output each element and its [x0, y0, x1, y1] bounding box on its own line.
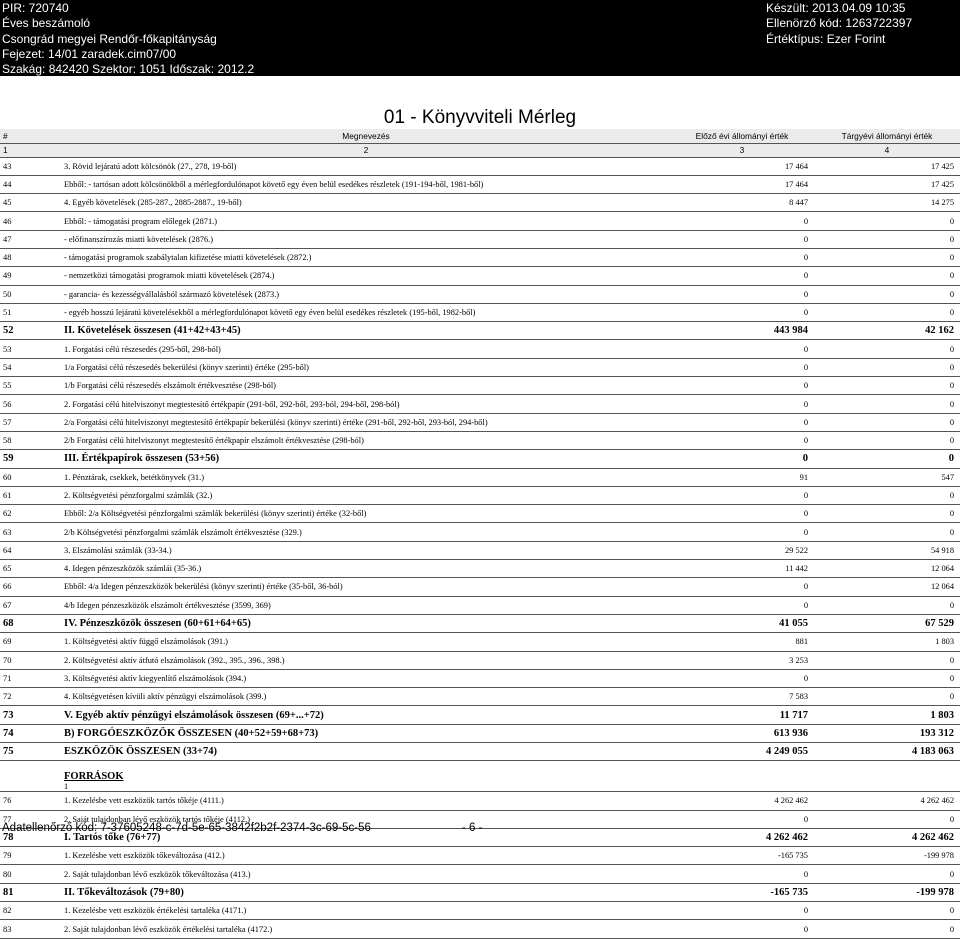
previous-value: 0 — [670, 920, 814, 938]
current-value: 0 — [814, 285, 960, 303]
previous-value: 0 — [670, 596, 814, 614]
header-left — [2, 1, 254, 77]
table-row — [0, 157, 960, 175]
previous-value: 17 464 — [670, 157, 814, 175]
current-value: 1 803 — [814, 633, 960, 651]
previous-value: 0 — [670, 303, 814, 321]
previous-value: 0 — [670, 523, 814, 541]
table-row — [0, 688, 960, 706]
total-row — [0, 743, 960, 761]
previous-value: -165 735 — [670, 847, 814, 865]
row-number: 56 — [0, 395, 62, 413]
row-name: 1. Pénztárak, csekkek, betétkönyvek (31.) — [62, 468, 670, 486]
row-name: 2. Költségvetési pénzforgalmi számlák (32.) — [62, 486, 670, 504]
table-body — [0, 157, 960, 938]
row-number: 79 — [0, 847, 62, 865]
row-name: IV. Pénzeszközök összesen (60+61+64+65) — [62, 614, 670, 632]
total-row — [0, 724, 960, 742]
row-number: 51 — [0, 303, 62, 321]
row-number: 52 — [0, 322, 62, 340]
previous-value: 4 262 462 — [670, 828, 814, 846]
check-code-line: Ellenörző kód: 1263722397 — [766, 16, 913, 31]
previous-value: 11 717 — [670, 706, 814, 724]
table-row — [0, 560, 960, 578]
current-value: 0 — [814, 377, 960, 395]
current-value: 0 — [814, 523, 960, 541]
previous-value: 0 — [670, 340, 814, 358]
current-value: 0 — [814, 267, 960, 285]
row-number: 77 — [0, 810, 62, 828]
row-number: 81 — [0, 883, 62, 901]
total-row — [0, 450, 960, 468]
row-name: Ebből: - tartósan adott kölcsönökből a mérlegfordulónapot követő egy éven belül esedékes részletek (191-194-ből, 1981-ből) — [62, 175, 670, 193]
row-number: 46 — [0, 212, 62, 230]
row-name: 4. Költségvetésen kívüli aktív pénzügyi elszámolások (399.) — [62, 688, 670, 706]
previous-value: 0 — [670, 865, 814, 883]
report-type-line: Éves beszámoló — [2, 16, 91, 31]
row-number: 80 — [0, 865, 62, 883]
previous-value: 0 — [670, 395, 814, 413]
table-row — [0, 175, 960, 193]
current-value: 0 — [814, 230, 960, 248]
created-line: Készült: 2013.04.09 10:35 — [766, 1, 906, 15]
balance-sheet-table — [0, 129, 960, 939]
total-row — [0, 322, 960, 340]
current-value: 0 — [814, 486, 960, 504]
previous-value: 443 984 — [670, 322, 814, 340]
table-row — [0, 578, 960, 596]
row-name: 2. Saját tulajdonban lévő eszközök értékelési tartaléka (4172.) — [62, 920, 670, 938]
row-name: 1. Forgatási célú részesedés (295-ből, 298-ból) — [62, 340, 670, 358]
previous-value: 0 — [670, 669, 814, 687]
table-row — [0, 468, 960, 486]
previous-value: 0 — [670, 248, 814, 266]
previous-value: 613 936 — [670, 724, 814, 742]
row-number: 62 — [0, 505, 62, 523]
current-value: 0 — [814, 450, 960, 468]
row-name: 2. Saját tulajdonban lévő eszközök tőkeváltozása (413.) — [62, 865, 670, 883]
current-value: 0 — [814, 920, 960, 938]
row-name: 1. Kezelésbe vett eszközök értékelési tartaléka (4171.) — [62, 902, 670, 920]
section-index: 1 — [64, 782, 69, 792]
previous-value: 0 — [670, 486, 814, 504]
row-number: 58 — [0, 431, 62, 449]
table-row — [0, 377, 960, 395]
table-row — [0, 358, 960, 376]
index-cell: 3 — [670, 143, 814, 157]
section-label: FORRÁSOK — [64, 771, 124, 783]
index-cell: 4 — [814, 143, 960, 157]
row-name: 2/b Költségvetési pénzforgalmi számlák elszámolt értékvesztése (329.) — [62, 523, 670, 541]
row-number: 78 — [0, 828, 62, 846]
row-name: 2. Forgatási célú hitelviszonyt megtestesítő értékpapír (291-ből, 292-ből, 293-ból, 294-ből, 298-ból) — [62, 395, 670, 413]
row-name: - garancia- és kezességvállalásból származó követelések (2873.) — [62, 285, 670, 303]
current-value: 17 425 — [814, 175, 960, 193]
previous-value: 0 — [670, 377, 814, 395]
previous-value: 8 447 — [670, 194, 814, 212]
previous-value: 0 — [670, 230, 814, 248]
footer-check-code: Adatellenőrző kód: 7-37605248-c-7d-5e-65-3842f2b2f-2374-3c-69-5c-56 — [2, 822, 371, 834]
table-row — [0, 865, 960, 883]
row-number: 60 — [0, 468, 62, 486]
row-number: 47 — [0, 230, 62, 248]
row-name: - előfinanszírozás miatti követelések (2876.) — [62, 230, 670, 248]
row-number: 61 — [0, 486, 62, 504]
row-name: II. Tőkeváltozások (79+80) — [62, 883, 670, 901]
previous-value: 0 — [670, 431, 814, 449]
previous-value: 0 — [670, 902, 814, 920]
row-number: 57 — [0, 413, 62, 431]
current-value: 0 — [814, 303, 960, 321]
current-value: 0 — [814, 395, 960, 413]
table-row — [0, 303, 960, 321]
report-header — [0, 0, 960, 76]
current-value: 0 — [814, 810, 960, 828]
row-name: 1. Költségvetési aktív függő elszámolások (391.) — [62, 633, 670, 651]
table-row — [0, 395, 960, 413]
row-name: 4. Egyéb követelések (285-287., 2885-2887., 19-ből) — [62, 194, 670, 212]
row-name: 3. Rövid lejáratú adott kölcsönök (27., 278, 19-ből) — [62, 157, 670, 175]
previous-value: 881 — [670, 633, 814, 651]
report-title: 01 - Könyvviteli Mérleg — [383, 107, 577, 128]
row-name: 1/b Forgatási célú részesedés elszámolt értékvesztése (298-ból) — [62, 377, 670, 395]
row-number: 43 — [0, 157, 62, 175]
row-name: 2/a Forgatási célú hitelviszonyt megtestesítő értékpapír bekerülési (könyv szerinti) értéke (291-ből, 292-ből, 293-ból, 294-ből) — [62, 413, 670, 431]
previous-value: 4 249 055 — [670, 743, 814, 761]
table-row — [0, 340, 960, 358]
row-number: 70 — [0, 651, 62, 669]
row-name: 2. Saját tulajdonban lévő eszközök tartós tőkéje (4112.) — [62, 810, 670, 828]
current-value: 14 275 — [814, 194, 960, 212]
table-row — [0, 651, 960, 669]
index-cell: 1 — [0, 143, 62, 157]
previous-value: 0 — [670, 810, 814, 828]
table-row — [0, 431, 960, 449]
row-name: - támogatási programok szabálytalan kifizetése miatti követelések (2872.) — [62, 248, 670, 266]
current-value: 0 — [814, 596, 960, 614]
total-row — [0, 883, 960, 901]
table-row — [0, 248, 960, 266]
row-number: 69 — [0, 633, 62, 651]
row-name: Ebből: - támogatási program előlegek (2871.) — [62, 212, 670, 230]
current-value: 0 — [814, 212, 960, 230]
value-type-line: Értéktípus: Ezer Forint — [766, 31, 886, 46]
current-value: 0 — [814, 431, 960, 449]
previous-value: 0 — [670, 212, 814, 230]
current-value: -199 978 — [814, 847, 960, 865]
current-value: -199 978 — [814, 883, 960, 901]
row-name: 1. Kezelésbe vett eszközök tartós tőkéje (4111.) — [62, 792, 670, 810]
row-name: I. Tartós tőke (76+77) — [62, 828, 670, 846]
previous-value: 0 — [670, 358, 814, 376]
row-number: 54 — [0, 358, 62, 376]
table-row — [0, 212, 960, 230]
row-name: 1. Kezelésbe vett eszközök tőkeváltozása (412.) — [62, 847, 670, 865]
section-row — [0, 761, 960, 792]
current-value: 4 183 063 — [814, 743, 960, 761]
row-number: 73 — [0, 706, 62, 724]
previous-value: 4 262 462 — [670, 792, 814, 810]
row-name: - nemzetközi támogatási programok miatti követelések (2874.) — [62, 267, 670, 285]
current-value: 0 — [814, 505, 960, 523]
organization-line: Csongrád megyei Rendőr-főkapitányság — [2, 31, 217, 46]
row-name: B) FORGÓESZKÖZÖK ÖSSZESEN (40+52+59+68+73) — [62, 724, 670, 742]
pir-line: PIR: 720740 — [2, 1, 69, 15]
current-value: 0 — [814, 688, 960, 706]
row-number: 83 — [0, 920, 62, 938]
table-row — [0, 541, 960, 559]
sector-line: Szakág: 842420 Szektor: 1051 Időszak: 2012.2 — [2, 62, 255, 77]
current-value: 4 262 462 — [814, 828, 960, 846]
current-value: 0 — [814, 358, 960, 376]
previous-value: 0 — [670, 285, 814, 303]
column-header-number: # — [0, 129, 62, 143]
previous-value: 0 — [670, 578, 814, 596]
row-number: 76 — [0, 792, 62, 810]
previous-value: -165 735 — [670, 883, 814, 901]
current-value: 17 425 — [814, 157, 960, 175]
row-number: 65 — [0, 560, 62, 578]
row-number: 64 — [0, 541, 62, 559]
current-value: 67 529 — [814, 614, 960, 632]
row-name: Ebből: 4/a Idegen pénzeszközök bekerülési (könyv szerinti) értéke (35-ből, 36-ból) — [62, 578, 670, 596]
table-row — [0, 505, 960, 523]
row-name: 2/b Forgatási célú hitelviszonyt megtestesítő értékpapír elszámolt értékvesztése (298-ból) — [62, 431, 670, 449]
table-row — [0, 792, 960, 810]
current-value: 0 — [814, 651, 960, 669]
row-number: 71 — [0, 669, 62, 687]
previous-value: 0 — [670, 267, 814, 285]
table-row — [0, 523, 960, 541]
column-header-name: Megnevezés — [62, 129, 670, 143]
row-number: 44 — [0, 175, 62, 193]
table-row — [0, 847, 960, 865]
table-index-row — [0, 143, 960, 157]
index-cell: 2 — [62, 143, 670, 157]
row-number: 53 — [0, 340, 62, 358]
previous-value: 0 — [670, 413, 814, 431]
row-name: III. Értékpapírok összesen (53+56) — [62, 450, 670, 468]
current-value: 54 918 — [814, 541, 960, 559]
row-name: 3. Elszámolási számlák (33-34.) — [62, 541, 670, 559]
current-value: 42 162 — [814, 322, 960, 340]
current-value: 12 064 — [814, 578, 960, 596]
current-value: 0 — [814, 669, 960, 687]
row-name: - egyéb hosszú lejáratú követelésekből a mérlegfordulónapot követő egy éven belül esedékes részletek (195-ből, 1982-ből) — [62, 303, 670, 321]
table-row — [0, 596, 960, 614]
row-name: 3. Költségvetési aktív kiegyenlítő elszámolások (394.) — [62, 669, 670, 687]
table-row — [0, 194, 960, 212]
column-header-previous: Előző évi állományi érték — [670, 129, 814, 143]
current-value: 0 — [814, 865, 960, 883]
current-value: 1 803 — [814, 706, 960, 724]
current-value: 547 — [814, 468, 960, 486]
previous-value: 41 055 — [670, 614, 814, 632]
row-number: 48 — [0, 248, 62, 266]
row-name: V. Egyéb aktív pénzügyi elszámolások összesen (69+...+72) — [62, 706, 670, 724]
row-name: Ebből: 2/a Költségvetési pénzforgalmi számlák bekerülési (könyv szerinti) értéke (32-ből) — [62, 505, 670, 523]
row-number: 72 — [0, 688, 62, 706]
table-row — [0, 285, 960, 303]
table-row — [0, 267, 960, 285]
previous-value: 17 464 — [670, 175, 814, 193]
current-value: 0 — [814, 340, 960, 358]
row-number: 75 — [0, 743, 62, 761]
current-value: 0 — [814, 902, 960, 920]
chapter-line: Fejezet: 14/01 zaradek.cim07/00 — [2, 46, 177, 61]
row-number: 67 — [0, 596, 62, 614]
table-row — [0, 633, 960, 651]
total-row — [0, 706, 960, 724]
row-name: II. Követelések összesen (41+42+43+45) — [62, 322, 670, 340]
previous-value: 3 253 — [670, 651, 814, 669]
row-number: 68 — [0, 614, 62, 632]
current-value: 0 — [814, 248, 960, 266]
previous-value: 7 583 — [670, 688, 814, 706]
row-number: 82 — [0, 902, 62, 920]
previous-value: 91 — [670, 468, 814, 486]
table-row — [0, 413, 960, 431]
previous-value: 11 442 — [670, 560, 814, 578]
total-row — [0, 614, 960, 632]
row-number: 50 — [0, 285, 62, 303]
row-name: 1/a Forgatási célú részesedés bekerülési (könyv szerinti) értéke (295-ből) — [62, 358, 670, 376]
row-number: 74 — [0, 724, 62, 742]
previous-value: 29 522 — [670, 541, 814, 559]
current-value: 12 064 — [814, 560, 960, 578]
page-number: - 6 - — [462, 822, 483, 834]
current-value: 0 — [814, 413, 960, 431]
row-name: 2. Költségvetési aktív átfutó elszámolások (392., 395., 396., 398.) — [62, 651, 670, 669]
current-value: 193 312 — [814, 724, 960, 742]
previous-value: 0 — [670, 450, 814, 468]
row-name: ESZKÖZÖK ÖSSZESEN (33+74) — [62, 743, 670, 761]
table-header-row — [0, 129, 960, 143]
row-number: 63 — [0, 523, 62, 541]
table-row — [0, 669, 960, 687]
table-row — [0, 230, 960, 248]
row-number: 66 — [0, 578, 62, 596]
current-value: 4 262 462 — [814, 792, 960, 810]
table-row — [0, 920, 960, 938]
row-name: 4. Idegen pénzeszközök számlái (35-36.) — [62, 560, 670, 578]
section-heading — [62, 761, 670, 792]
row-number: 45 — [0, 194, 62, 212]
header-right — [766, 1, 912, 47]
column-header-current: Tárgyévi állományi érték — [814, 129, 960, 143]
table-row — [0, 486, 960, 504]
row-number: 59 — [0, 450, 62, 468]
previous-value: 0 — [670, 505, 814, 523]
row-number: 55 — [0, 377, 62, 395]
table-row — [0, 902, 960, 920]
row-number: 49 — [0, 267, 62, 285]
row-number — [0, 761, 62, 792]
row-name: 4/b Idegen pénzeszközök elszámolt értékvesztése (3599, 369) — [62, 596, 670, 614]
